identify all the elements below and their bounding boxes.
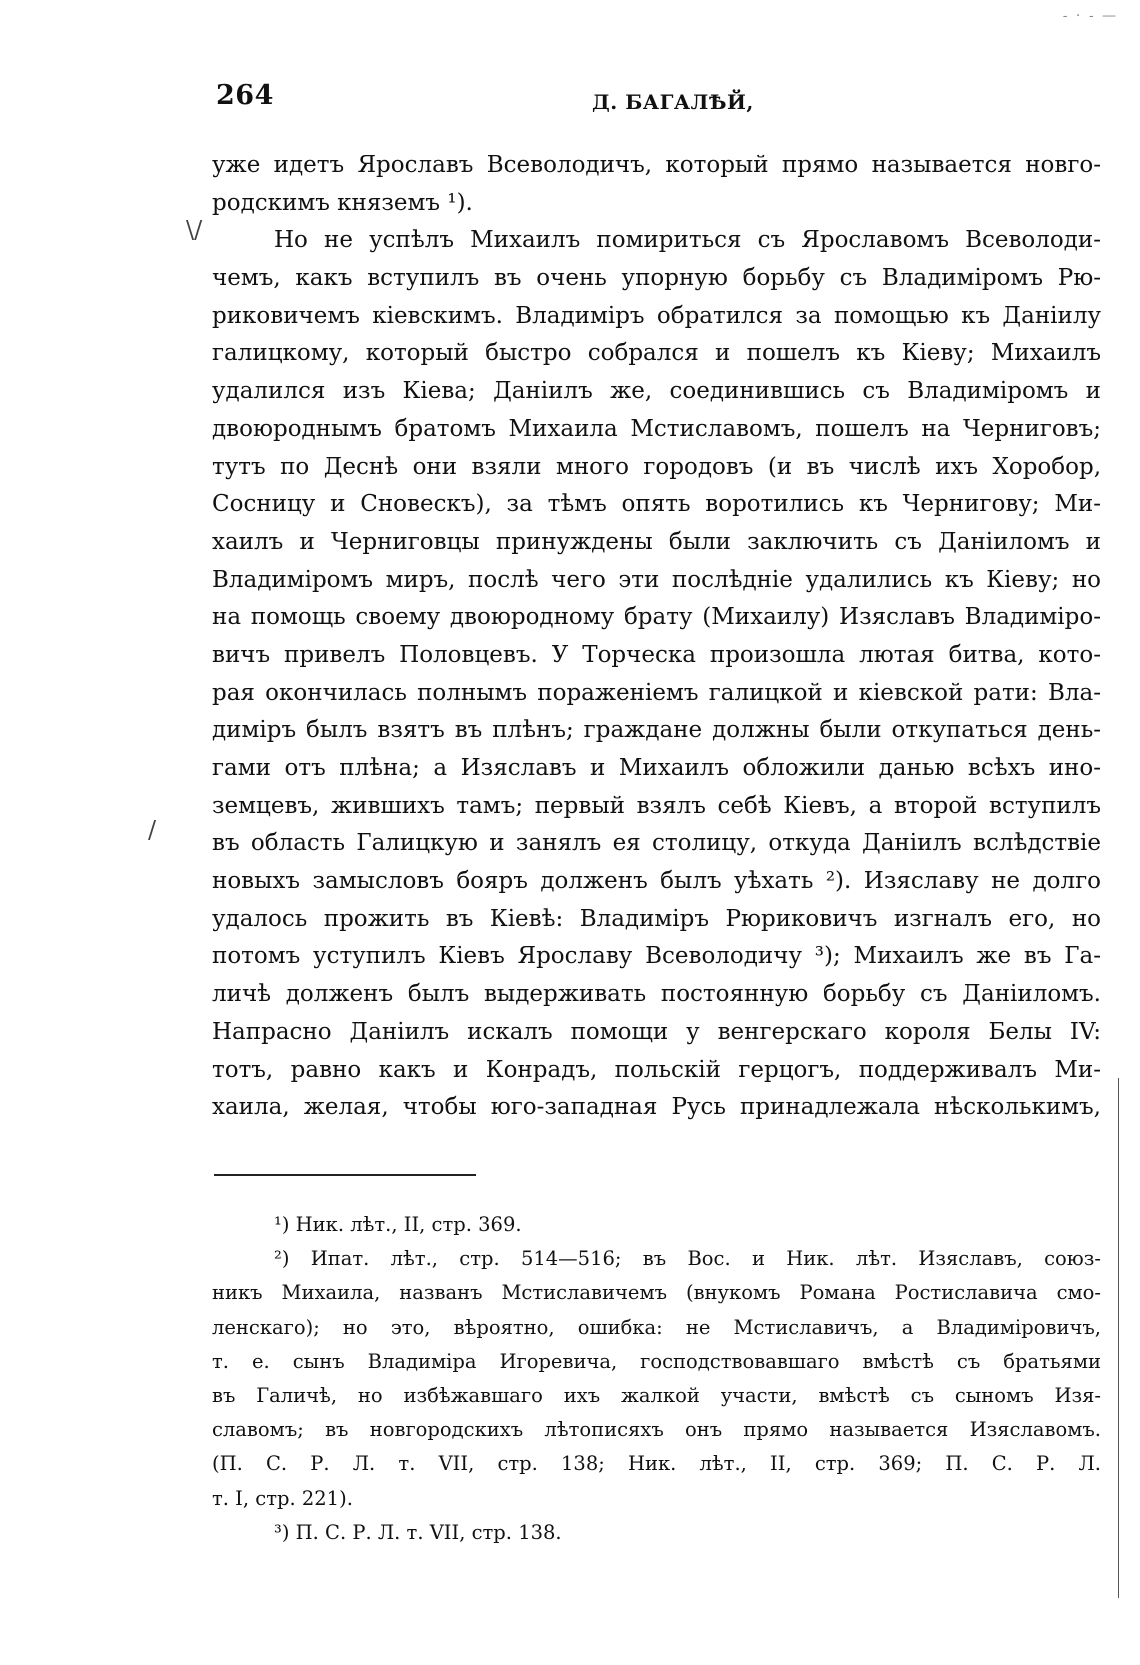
text-line: тотъ, равно какъ и Конрадъ, польскій герцогъ, поддерживалъ Ми- xyxy=(212,1056,1101,1083)
margin-mark: \/ xyxy=(186,216,203,244)
text-line: Но не успѣлъ Михаилъ помириться съ Ярославомъ Всеволоди- xyxy=(274,227,1101,254)
text-line: въ область Галицкую и занялъ ея столицу, откуда Даніилъ вслѣдствіе xyxy=(212,830,1101,857)
text-line: тутъ по Деснѣ они взяли много городовъ (и въ числѣ ихъ Хоробор, xyxy=(212,453,1101,480)
text-line: личѣ долженъ былъ выдерживать постоянную борьбу съ Даніиломъ. xyxy=(212,981,1101,1008)
body-text xyxy=(212,147,1101,1127)
text-line: рая окончилась полнымъ пораженіемъ галицкой и кіевской рати: Вла- xyxy=(212,679,1101,706)
text-line: риковичемъ кіевскимъ. Владиміръ обратился за помощью къ Даніилу xyxy=(212,302,1101,329)
text-line: Сосницу и Сновескъ), за тѣмъ опять воротились къ Чернигову; Ми- xyxy=(212,491,1101,518)
page-number: 264 xyxy=(216,80,274,111)
text-line: гами отъ плѣна; а Изяславъ и Михаилъ обложили данью всѣхъ ино- xyxy=(212,755,1101,781)
footnote-line: ленскаго); но это, вѣроятно, ошибка: не Мстиславичъ, а Владиміровичъ, xyxy=(212,1315,1101,1339)
margin-mark: / xyxy=(148,816,157,844)
footnote-line: (П. С. Р. Л. т. VII, стр. 138; Ник. лѣт., II, стр. 369; П. С. Р. Л. xyxy=(212,1452,1101,1476)
footnote-line: въ Галичѣ, но избѣжавшаго ихъ жалкой участи, вмѣстѣ съ сыномъ Изя- xyxy=(212,1383,1101,1407)
text-line: вичъ привелъ Половцевъ. У Торческа произошла лютая битва, кото- xyxy=(212,641,1101,668)
text-line: двоюроднымъ братомъ Михаила Мстиславомъ, пошелъ на Черниговъ; xyxy=(212,415,1101,442)
footnote-line: ²) Ипат. лѣт., стр. 514—516; въ Вос. и Ник. лѣт. Изяславъ, союз- xyxy=(274,1247,1101,1271)
text-line: родскимъ княземъ ¹). xyxy=(212,189,473,216)
running-head: Д. БАГАЛѢЙ, xyxy=(592,90,754,114)
corner-mark: - · - — xyxy=(1062,8,1118,24)
footnote-rule xyxy=(214,1174,476,1176)
text-line: новыхъ замысловъ бояръ долженъ былъ уѣхать ²). Изяславу не долго xyxy=(212,868,1101,895)
text-line: диміръ былъ взятъ въ плѣнъ; граждане должны были откупаться день- xyxy=(212,717,1101,744)
footnote-line: ³) П. С. Р. Л. т. VII, стр. 138. xyxy=(274,1520,562,1544)
text-line: хаила, желая, чтобы юго-западная Русь принадлежала нѣсколькимъ, xyxy=(212,1094,1101,1121)
text-line: галицкому, который быстро собрался и пошелъ къ Кіеву; Михаилъ xyxy=(212,340,1101,367)
text-line: удалился изъ Кіева; Даніилъ же, соединившись съ Владиміромъ и xyxy=(212,378,1101,405)
text-line: земцевъ, жившихъ тамъ; первый взялъ себѣ Кіевъ, а второй вступилъ xyxy=(212,792,1101,819)
footnote-line: ¹) Ник. лѣт., II, стр. 369. xyxy=(274,1213,522,1236)
footnote-line: славомъ; въ новгородскихъ лѣтописяхъ онъ прямо называется Изяславомъ. xyxy=(212,1418,1101,1442)
text-line: хаилъ и Черниговцы принуждены были заключить съ Даніиломъ и xyxy=(212,528,1101,555)
text-line: уже идетъ Ярославъ Всеволодичъ, который прямо называется новго- xyxy=(212,152,1101,178)
footnotes xyxy=(212,1208,1101,1550)
text-line: Напрасно Даніилъ искалъ помощи у венгерскаго короля Белы IV: xyxy=(212,1018,1101,1045)
footnote-line: никъ Михаила, названъ Мстиславичемъ (внукомъ Романа Ростиславича смо- xyxy=(212,1281,1101,1305)
text-line: на помощь своему двоюродному брату (Михаилу) Изяславъ Владиміро- xyxy=(212,604,1101,631)
text-line: Владиміромъ миръ, послѣ чего эти послѣдніе удалились къ Кіеву; но xyxy=(212,566,1101,593)
footnote-line: т. е. сынъ Владиміра Игоревича, господствовавшаго вмѣстѣ съ братьями xyxy=(212,1349,1101,1373)
text-line: потомъ уступилъ Кіевъ Ярославу Всеволодичу ³); Михаилъ же въ Га- xyxy=(212,943,1101,970)
page-edge-line xyxy=(1118,1078,1119,1598)
footnote-line: т. I, стр. 221). xyxy=(212,1486,353,1510)
text-line: удалось прожить въ Кіевѣ: Владиміръ Рюриковичъ изгналъ его, но xyxy=(212,905,1101,932)
text-line: чемъ, какъ вступилъ въ очень упорную борьбу съ Владиміромъ Рю- xyxy=(212,265,1101,292)
